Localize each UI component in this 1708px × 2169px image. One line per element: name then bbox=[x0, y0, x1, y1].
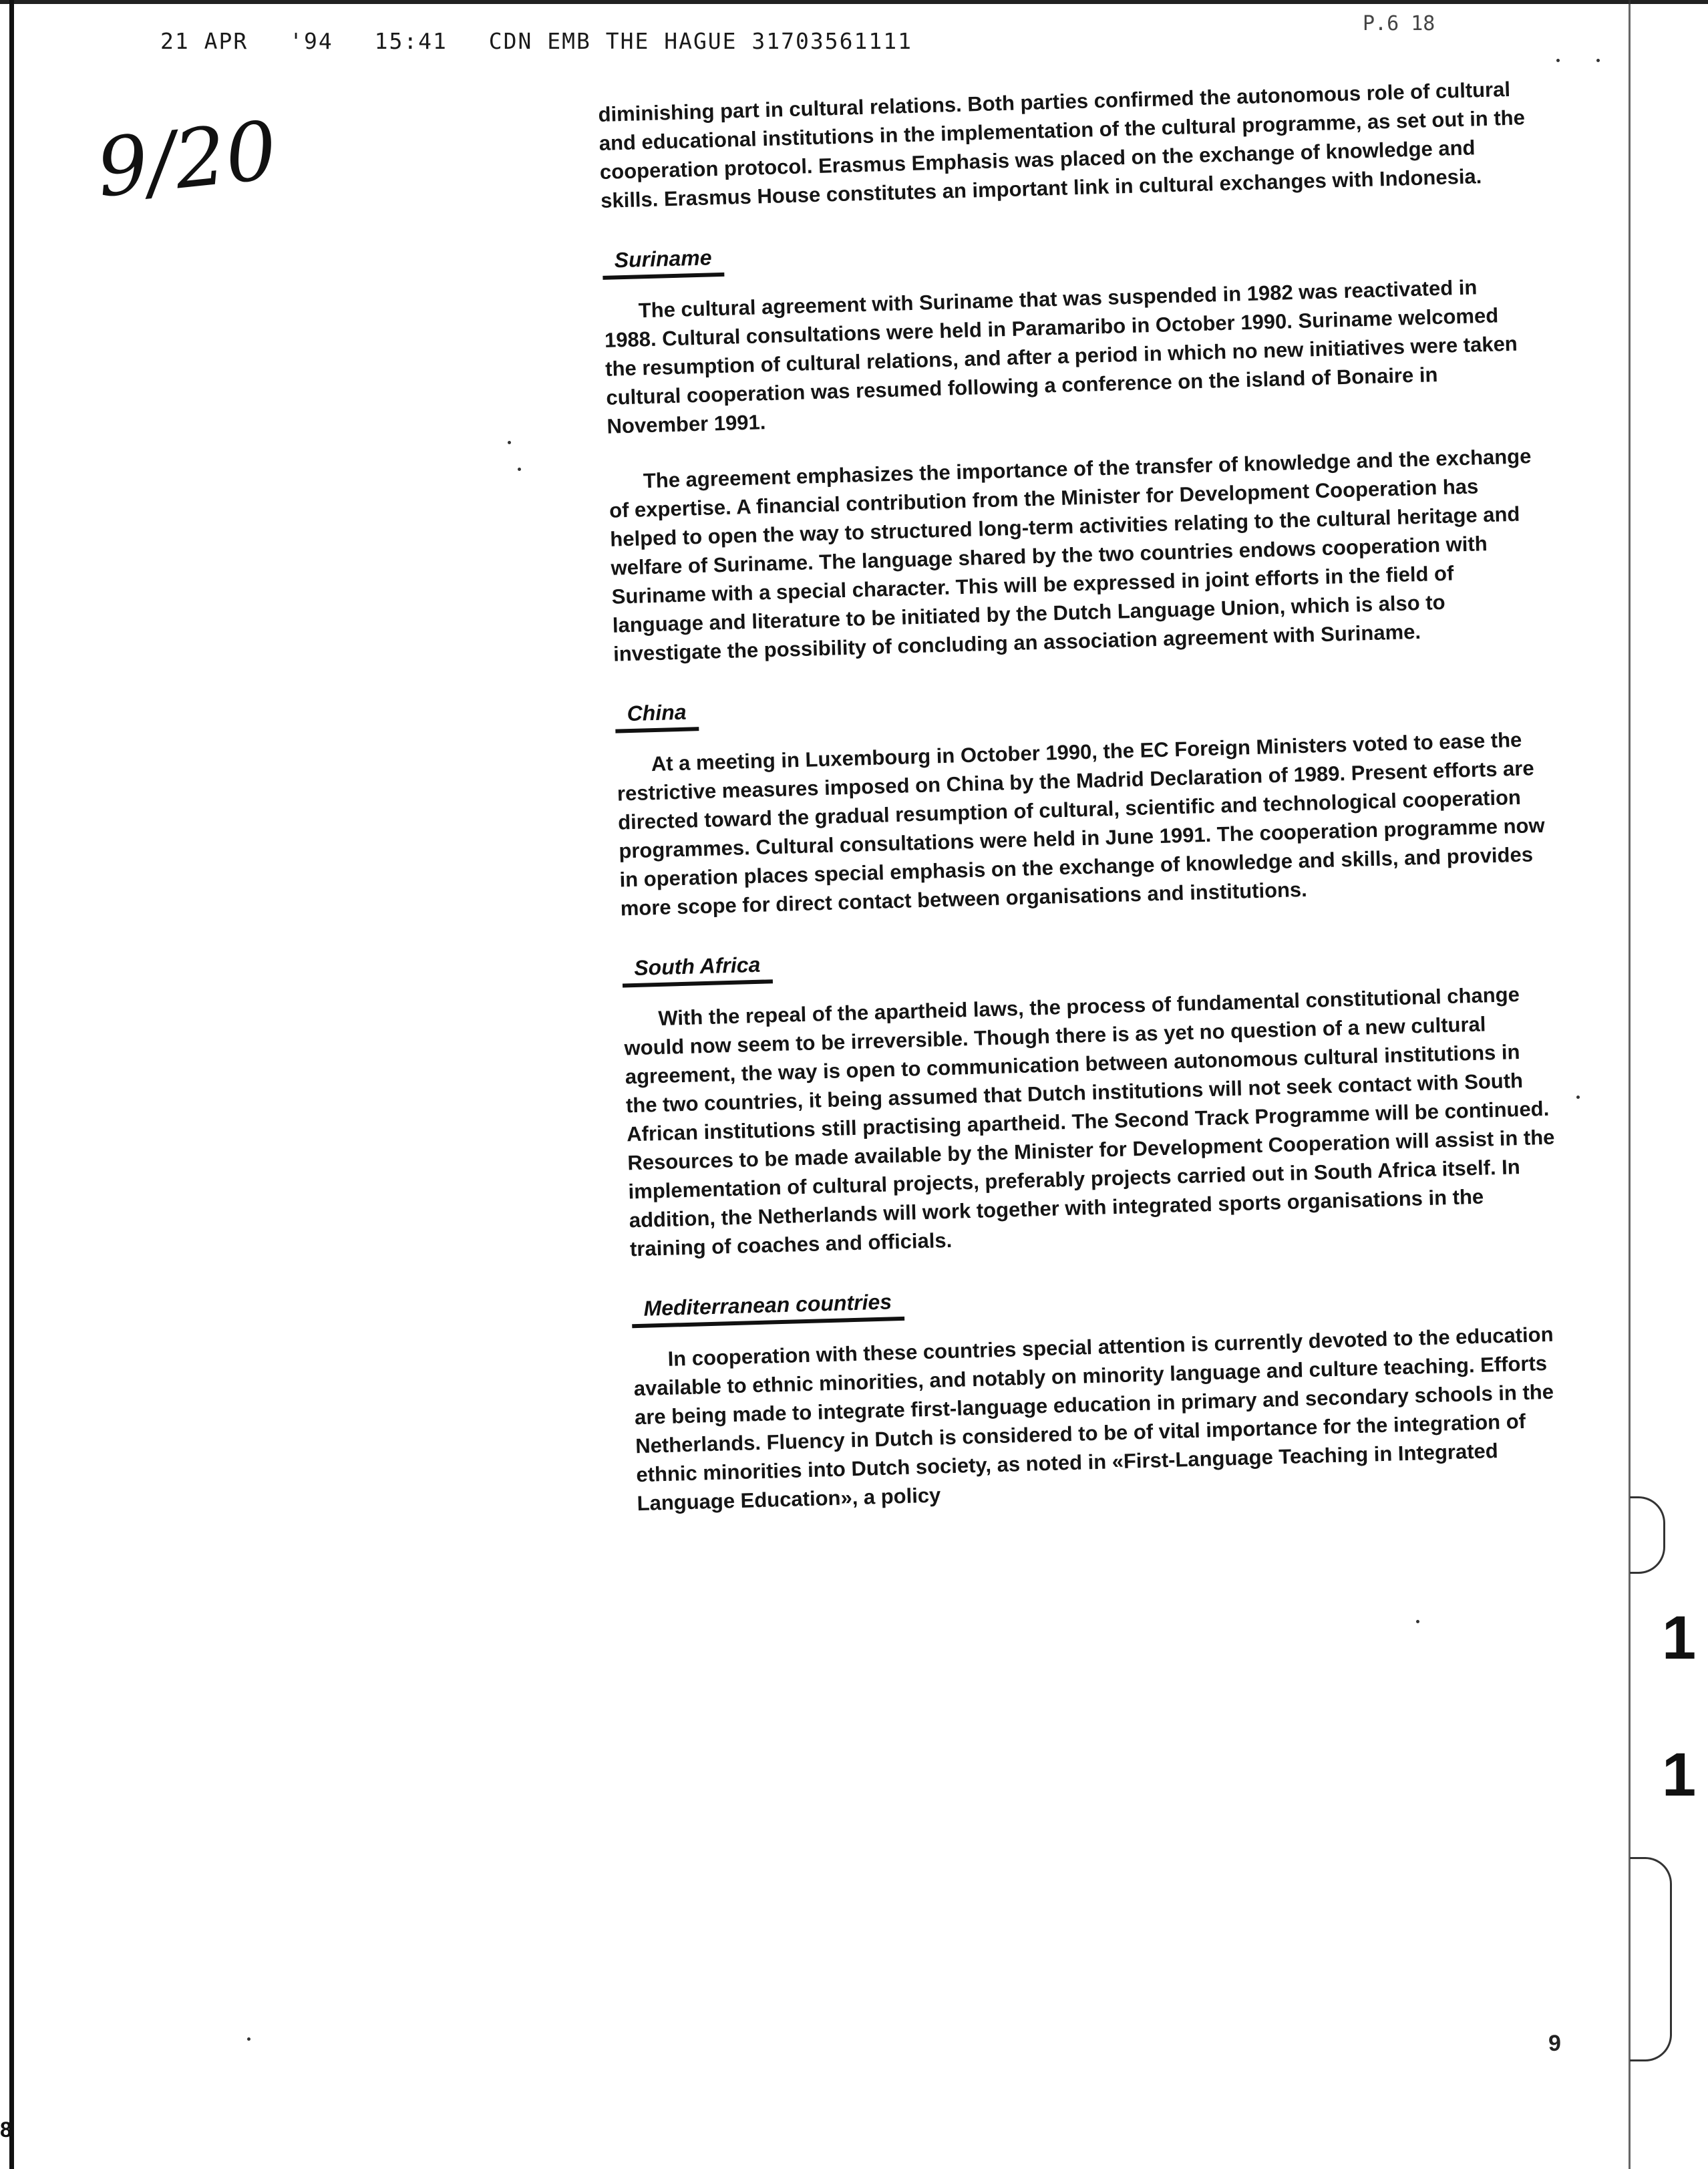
page-right-edge bbox=[1629, 0, 1631, 2169]
section-heading: Suriname bbox=[602, 245, 724, 280]
fax-sender: CDN EMB THE HAGUE 31703561111 bbox=[488, 28, 912, 54]
fax-year: '94 bbox=[289, 28, 333, 54]
section-paragraph: The agreement emphasizes the importance of the transfer of knowledge and the exchange of expertise. A financial contribution from the Minister for Development Cooperation has helped to open the way to structured long-term activities relating to the cultural heritage and welfare of Suriname. The language shared by the two countries endows cooperation with Suriname with a special character. This will be expressed in joint efforts in the field of language and literature to be initiated by the Dutch Language Union, which is also to investigate the possibility of concluding an association agreement with Suriname. bbox=[609, 444, 1532, 666]
section-paragraph: The cultural agreement with Suriname that was suspended in 1982 was reactivated in 1988. Cultural consultations were held in Paramaribo in October 1990. Suriname welcomed the resumption of cultural relations, and after a period in which no new initiatives were taken cultural cooperation was resumed following a conference on the island of Bonaire in November 1991. bbox=[604, 275, 1518, 438]
section-paragraph: With the repeal of the apartheid laws, the process of fundamental constitutional change would now seem to be irreversible. Though there is as yet no question of a new cultural agreement, the way is open to communication between autonomous cultural institutions in the two countries, it being assumed that Dutch institutions will not seek contact with South African institutions still practising apartheid. The Second Track Programme will be continued. Resources to be made available by the Minister for Development Cooperation will assist in the implementation of cultural projects, preferably projects carried out in South Africa itself. In addition, the Netherlands will work together with integrated sports organisations in the training of coaches and officials. bbox=[624, 983, 1555, 1261]
handwritten-note: 9/20 bbox=[92, 104, 282, 216]
scan-speck bbox=[518, 468, 521, 471]
document-body bbox=[598, 74, 1566, 1544]
fax-time: 15:41 bbox=[374, 28, 448, 54]
intro-paragraph: diminishing part in cultural relations. Both parties confirmed the autonomous role of cultural and educational institutions in the implementation of the cultural programme, as set out in the cooperation protocol. Erasmus Emphasis was placed on the exchange of knowledge and skills. Erasmus House constitutes an important link in cultural exchanges with Indonesia. bbox=[598, 77, 1526, 212]
page-left-border bbox=[9, 0, 14, 2169]
scan-speck bbox=[1596, 59, 1600, 62]
scan-speck bbox=[247, 2037, 250, 2041]
section-paragraph: At a meeting in Luxembourg in October 1990, the EC Foreign Ministers voted to ease the restrictive measures imposed on China by the Madrid Declaration of 1989. Present efforts are directed toward the gradual resumption of cultural, scientific and technological cooperation programmes. Cultural consultations were held in June 1991. The cooperation programme now in operation places special emphasis on the exchange of knowledge and skills, and provides more scope for direct contact between organisations and institutions. bbox=[617, 727, 1546, 921]
right-margin-mark-lower: 1 bbox=[1662, 1741, 1697, 1809]
section-south-africa bbox=[622, 924, 1559, 1264]
section-mediterranean bbox=[631, 1264, 1566, 1518]
fax-transmission-header bbox=[160, 28, 939, 54]
page-curl-mark bbox=[1630, 1857, 1672, 2061]
page-top-edge bbox=[0, 0, 1708, 4]
section-suriname bbox=[602, 216, 1542, 669]
bottom-left-mark: 8 bbox=[0, 2118, 12, 2142]
right-margin-mark-upper: 1 bbox=[1662, 1604, 1697, 1672]
page-number: 9 bbox=[1548, 2031, 1561, 2056]
scan-speck bbox=[1416, 1620, 1419, 1623]
scan-speck bbox=[1556, 59, 1560, 62]
fax-date: 21 APR bbox=[160, 28, 248, 54]
scan-speck bbox=[508, 441, 511, 444]
section-china bbox=[615, 669, 1549, 923]
section-heading: South Africa bbox=[622, 952, 773, 987]
scan-speck bbox=[1576, 1096, 1580, 1099]
fax-page-marker: P.6 18 bbox=[1363, 12, 1435, 35]
section-heading: China bbox=[615, 699, 699, 733]
page-curl-mark bbox=[1630, 1496, 1665, 1574]
section-paragraph: In cooperation with these countries special attention is currently devoted to the education available to ethnic minorities, and notably on minority language and culture teaching. Efforts are being made to integrate first-language education in primary and secondary schools in the Netherlands. Fluency in Dutch is considered to be of vital importance for the integration of ethnic minorities into Dutch society, as noted in «First-Language Teaching in Integrated Language Education», a policy bbox=[633, 1322, 1554, 1516]
section-heading: Mediterranean countries bbox=[631, 1289, 904, 1328]
